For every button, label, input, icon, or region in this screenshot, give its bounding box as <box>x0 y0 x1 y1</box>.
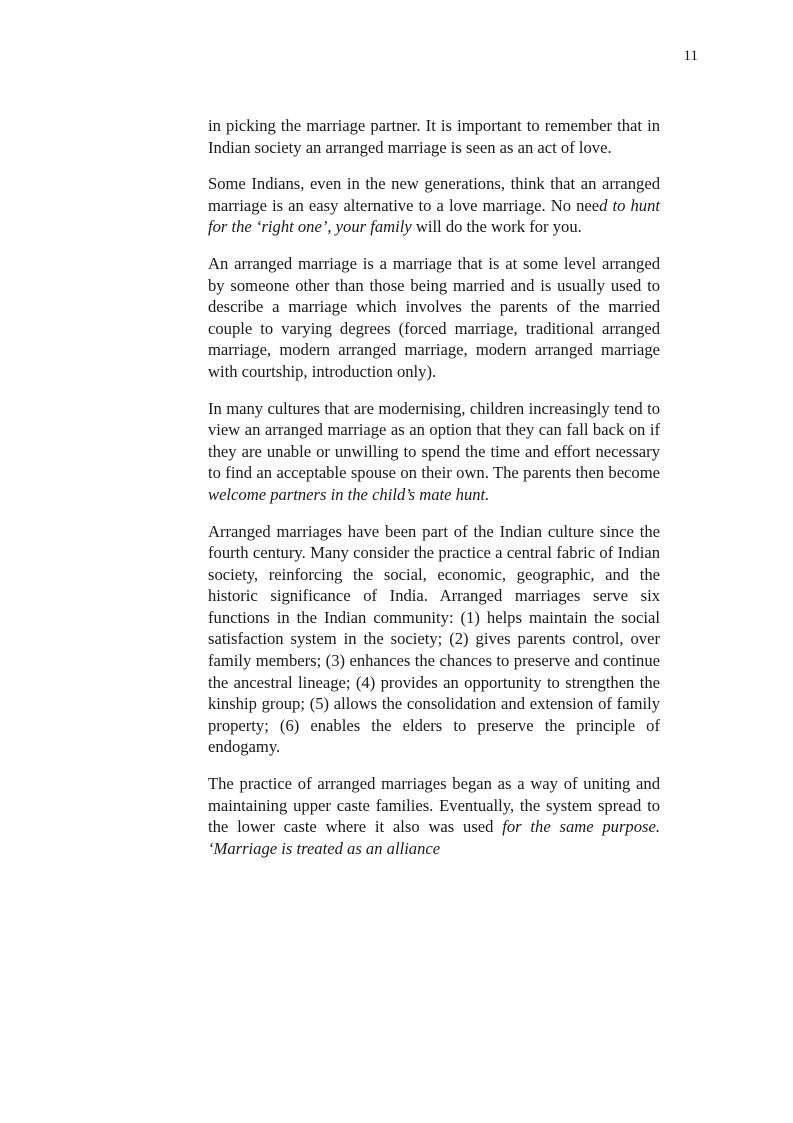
paragraph-2 <box>208 173 660 238</box>
paragraph-3-text-1: An arranged marriage is a marriage that is at some level arranged by someone other than those being married and is usually used to describe a marriage which involves the parents of the married couple to varying degrees (forced marriage, traditional arranged marriage, modern arranged marriage, modern arranged marriage with courtship, introduction only). <box>208 253 660 381</box>
paragraph-2-text-2: will do the work for you. <box>411 217 582 237</box>
paragraph-6-text-1: The practice of arranged marriages began as a way of uniting and maintaining upper caste families. Eventually, the system spread to the lower caste where it also was used <box>208 774 660 837</box>
paragraph-4-italic-text: welcome partners in the child’s mate hunt. <box>208 484 490 504</box>
paragraph-1-text-1: in picking the marriage partner. It is important to remember that in Indian society an arranged marriage is seen as an act of love. <box>208 116 660 157</box>
paragraph-5 <box>208 521 660 759</box>
paragraph-3 <box>208 253 660 383</box>
paragraph-2-text-1: Some Indians, even in the new generations, think that an arranged marriage is an easy alternative to a love marriage. No nee <box>208 174 660 215</box>
paragraph-4 <box>208 398 660 506</box>
paragraph-6-italic-text: for the same purpose. ‘Marriage is treated as an alliance <box>208 817 660 858</box>
paragraph-6 <box>208 773 660 859</box>
paragraph-2-italic-text: d to hunt for the ‘right one’, your family <box>208 195 660 237</box>
body-text <box>208 115 660 874</box>
page-number: 11 <box>683 48 698 64</box>
paragraph-4-text-1: In many cultures that are modernising, children increasingly tend to view an arranged marriage as an option that they can fall back on if they are unable or unwilling to spend the time and effort necessary to find an acceptable spouse on their own. The parents then become <box>208 398 660 483</box>
paragraph-1 <box>208 115 660 158</box>
paragraph-5-text-1: Arranged marriages have been part of the Indian culture since the fourth century. Many consider the practice a central fabric of Indian society, reinforcing the social, economic, geographic, and the historic significance of India. Arranged marriages serve six functions in the Indian community: (1) helps maintain the social satisfaction system in the society; (2) gives parents control, over family members; (3) enhances the chances to preserve and continue the ancestral lineage; (4) provides an opportunity to strengthen the kinship group; (5) allows the consolidation and extension of family property; (6) enables the elders to preserve the principle of endogamy. <box>208 521 660 757</box>
